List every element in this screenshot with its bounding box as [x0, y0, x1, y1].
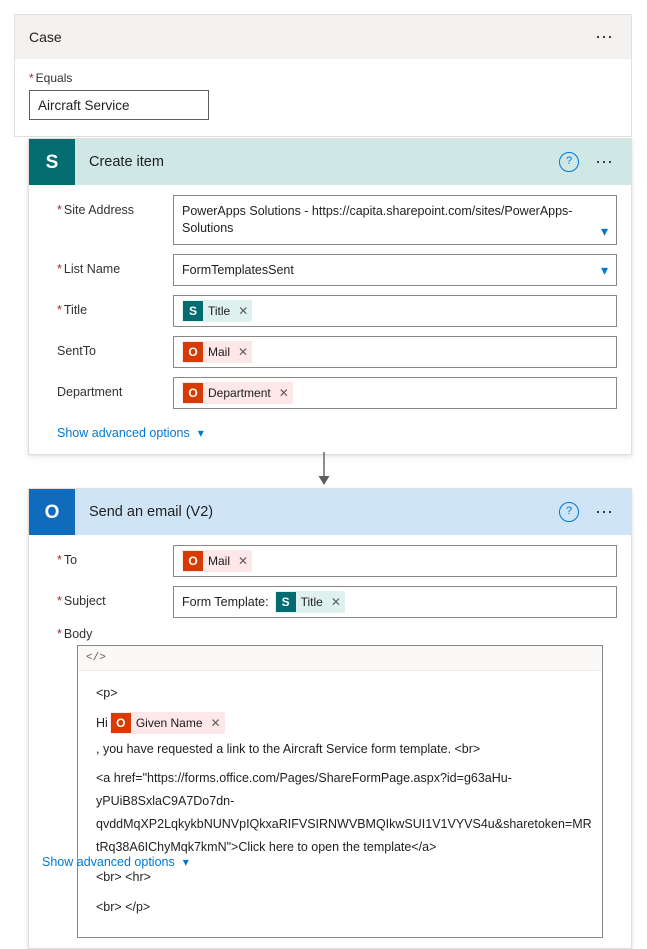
chevron-down-icon[interactable]: ▾ [600, 262, 608, 278]
case-card [14, 14, 632, 137]
list-name-dropdown[interactable] [173, 254, 617, 286]
field-to [43, 545, 617, 577]
subject-prefix-text: Form Template: [182, 594, 269, 609]
required-asterisk: * [57, 262, 62, 276]
dynamic-token[interactable] [182, 341, 252, 363]
to-input[interactable] [173, 545, 617, 577]
field-title [43, 295, 617, 327]
subject-input[interactable] [173, 586, 617, 618]
sentto-input[interactable] [173, 336, 617, 368]
field-sentto-label: SentTo [57, 344, 96, 358]
ellipsis-icon[interactable]: ⋯ [595, 502, 615, 522]
required-asterisk: * [57, 553, 62, 567]
close-icon[interactable]: ✕ [238, 344, 249, 359]
close-icon[interactable]: ✕ [278, 385, 289, 400]
body-editor-toolbar [78, 646, 602, 671]
show-advanced-options-send-email[interactable] [42, 855, 189, 869]
close-icon[interactable]: ✕ [238, 553, 249, 568]
dynamic-token[interactable] [110, 712, 225, 734]
case-title: Case [29, 29, 62, 45]
dynamic-token[interactable] [275, 591, 345, 613]
field-site-address-label [43, 195, 173, 217]
token-label: Title [208, 303, 231, 318]
body-html-editor[interactable] [77, 645, 603, 938]
body-line-with-token [96, 711, 592, 761]
code-view-icon[interactable]: </> [86, 652, 106, 664]
field-to-label-text: To [63, 553, 78, 567]
outlook-icon-glyph: O [44, 501, 60, 523]
send-an-email-header[interactable] [29, 489, 631, 535]
body-line: <br> </p> [96, 900, 151, 914]
token-label: Mail [208, 344, 231, 359]
down-arrow-icon [314, 452, 334, 486]
help-icon[interactable]: ? [559, 502, 579, 522]
dynamic-token[interactable] [182, 550, 252, 572]
sharepoint-icon: S [276, 592, 296, 612]
field-body-label-text: Body [63, 627, 93, 641]
dynamic-token[interactable] [182, 300, 252, 322]
token-label: Department [208, 385, 271, 400]
field-subject-label [43, 586, 173, 608]
list-name-value: FormTemplatesSent [182, 262, 294, 277]
field-site-address-label-text: Site Address [63, 203, 135, 217]
required-asterisk: * [29, 71, 34, 85]
site-address-value: PowerApps Solutions - https://capita.sharepoint.com/sites/PowerApps-Solutions [182, 204, 573, 235]
required-asterisk: * [57, 203, 62, 217]
send-an-email-card [28, 488, 632, 949]
office365-icon: O [183, 551, 203, 571]
field-subject-label-text: Subject [63, 594, 106, 608]
send-an-email-body [29, 535, 631, 944]
body-line: <a href="https://forms.office.com/Pages/ShareFormPage.aspx?id=g63aHu-yPUiB8SxlaC9A7Do7dn-qvddMqXP2LqkykbNUNVpIQkxaRIFVSIRNWVBMQIkwSUI1V1VYVS4u&sharetoken=MRtRq38A6IChyMqk7kmN">Click here to open the template</a> [96, 771, 592, 854]
token-label: Given Name [135, 716, 203, 730]
chevron-down-icon[interactable]: ▾ [600, 223, 608, 239]
field-site-address [43, 195, 617, 245]
chevron-down-icon: ▾ [182, 855, 189, 869]
field-sentto [43, 336, 617, 368]
body-editor-content[interactable] [78, 671, 602, 937]
token-label: Title [300, 594, 323, 609]
field-list-name [43, 254, 617, 286]
create-item-title: Create item [89, 154, 164, 170]
show-advanced-options-label: Show advanced options [42, 855, 175, 869]
ellipsis-icon[interactable]: ⋯ [595, 152, 615, 172]
body-line-suffix: , you have requested a link to the Aircraft Service form template. <br> [96, 742, 481, 756]
close-icon[interactable]: ✕ [238, 303, 249, 318]
equals-input[interactable] [29, 90, 209, 120]
office365-icon: O [183, 342, 203, 362]
body-line: <br> <hr> [96, 870, 151, 884]
department-input[interactable] [173, 377, 617, 409]
case-card-header [15, 15, 631, 59]
dynamic-token[interactable] [182, 382, 293, 404]
field-department-label: Department [57, 385, 123, 399]
close-icon[interactable]: ✕ [330, 594, 341, 609]
required-asterisk: * [57, 303, 62, 317]
title-input[interactable] [173, 295, 617, 327]
send-an-email-title: Send an email (V2) [89, 504, 214, 520]
body-line-prefix: Hi [96, 716, 108, 730]
sharepoint-icon: S [183, 301, 203, 321]
token-label: Mail [208, 553, 231, 568]
close-icon[interactable]: ✕ [210, 716, 221, 730]
office365-icon: O [183, 383, 203, 403]
create-item-body [29, 185, 631, 454]
field-to-label [43, 545, 173, 567]
case-card-body [15, 59, 631, 136]
field-title-label [43, 295, 173, 317]
equals-label [29, 71, 617, 85]
field-subject [43, 586, 617, 618]
show-advanced-options-create-item[interactable] [43, 418, 617, 448]
flow-connector-arrow [0, 452, 647, 489]
sharepoint-icon [29, 139, 75, 185]
chevron-down-icon: ▾ [197, 426, 204, 440]
field-list-name-label-text: List Name [63, 262, 121, 276]
field-body-label [43, 627, 617, 641]
sharepoint-icon-glyph: S [45, 151, 59, 173]
show-advanced-options-label: Show advanced options [57, 426, 190, 440]
create-item-header[interactable] [29, 139, 631, 185]
equals-label-text: Equals [35, 71, 73, 85]
field-department [43, 377, 617, 409]
ellipsis-icon[interactable]: ⋯ [595, 27, 615, 47]
outlook-icon [29, 489, 75, 535]
help-icon[interactable]: ? [559, 152, 579, 172]
office365-icon: O [111, 713, 131, 733]
equals-input-value: Aircraft Service [38, 97, 130, 113]
field-title-label-text: Title [63, 303, 88, 317]
required-asterisk: * [57, 627, 62, 641]
site-address-dropdown[interactable] [173, 195, 617, 245]
body-line: <p> [96, 686, 118, 700]
field-list-name-label [43, 254, 173, 276]
required-asterisk: * [57, 594, 62, 608]
create-item-card [28, 138, 632, 455]
